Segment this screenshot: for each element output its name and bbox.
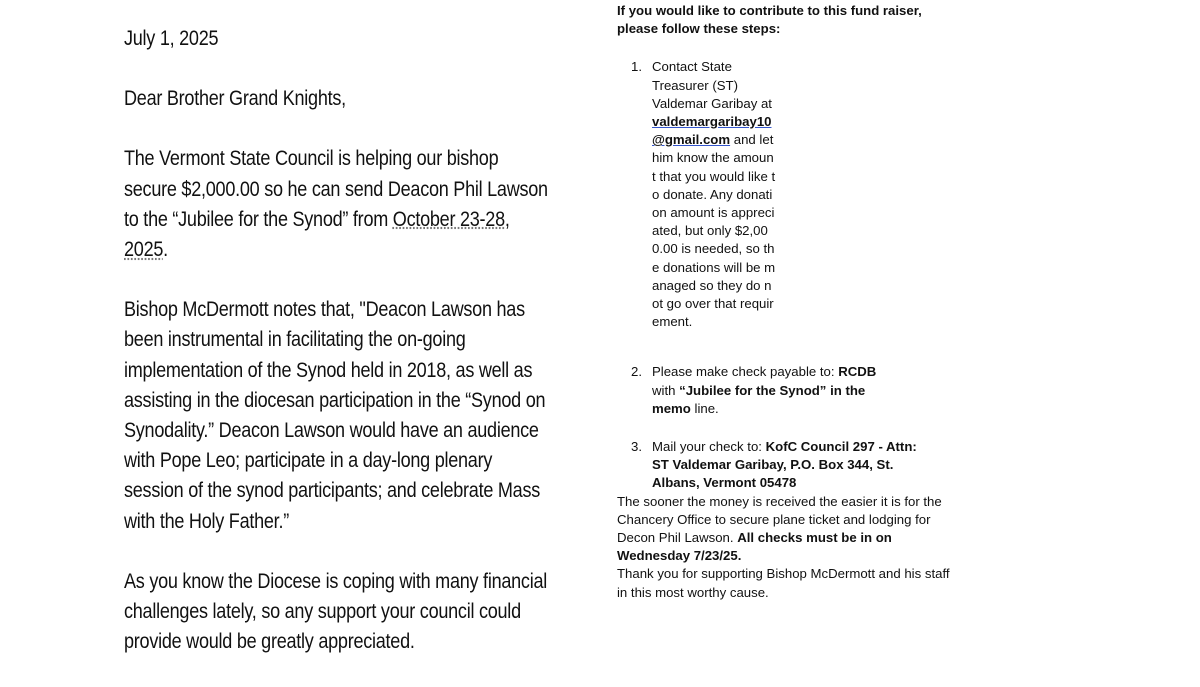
steps-list	[617, 58, 957, 492]
step-number: 1.	[631, 59, 642, 75]
step-contact-treasurer	[617, 58, 777, 331]
step-text-continued: and let him know the amount that you would like to donate. Any donation amount is appreciated, but only $2,000.00 is needed, so the donations will be managed so they do not go over that requirement.	[652, 132, 776, 330]
salutation: Dear Brother Grand Knights,	[124, 87, 346, 111]
paragraph-fundraiser-end: .	[163, 238, 168, 262]
step-text: Mail your check to:	[652, 439, 766, 455]
step-mail-check	[617, 438, 922, 493]
deadline-notice: All checks must be in on Wednesday 7/23/25.	[617, 530, 892, 564]
event-dates: October 23-28, 2025	[124, 207, 510, 262]
letter-date: July 1, 2025	[124, 27, 219, 50]
step-text: Please make check payable to:	[652, 364, 839, 380]
step-number: 3.	[631, 439, 642, 455]
contribution-instructions	[617, 2, 957, 602]
step-text-line: line.	[690, 400, 719, 416]
letter-body	[124, 24, 548, 687]
contribute-intro: If you would like to contribute to this fund raiser, please follow these steps:	[617, 3, 922, 37]
paragraph-fundraiser	[124, 144, 554, 265]
treasurer-email-link[interactable]: valdemargaribay10@gmail.com	[652, 114, 772, 148]
step-text: Contact State Treasurer (ST) Valdemar Garibay at	[652, 59, 772, 111]
payee: RCDB	[838, 364, 877, 380]
paragraph-bishop-quote: Bishop McDermott notes that, "Deacon Lawson has been instrumental in facilitating the on-going implementation of the Synod held in 2018, as well as assisting in the diocesan participation in the “Synod on Synodality.” Deacon Lawson would have an audience with Pope Leo; participate in a day-long plenary session of the synod participants; and celebrate Mass with the Holy Father.”	[124, 298, 546, 533]
mailing-address: KofC Council 297 - Attn: ST Valdemar Garibay, P.O. Box 344, St. Albans, Vermont 05478	[652, 439, 917, 491]
paragraph-fundraiser-text: The Vermont State Council is helping our bishop secure $2,000.00 so he can send Deacon Phil Lawson to the “Jubilee for the Synod” from	[124, 147, 548, 231]
closing-paragraph	[617, 493, 957, 566]
step-check-payable	[617, 363, 892, 418]
closing-text: The sooner the money is received the easier it is for the Chancery Office to secure plane ticket and lodging for Decon Phil Lawson.	[617, 493, 942, 546]
step-text-with: with	[652, 382, 680, 398]
paragraph-support: As you know the Diocese is coping with many financial challenges lately, so any support your council could provide would be greatly appreciated.	[124, 569, 547, 654]
thank-you-note: Thank you for supporting Bishop McDermott and his staff in this most worthy cause.	[617, 566, 950, 600]
memo-text: “Jubilee for the Synod” in the memo	[652, 382, 866, 416]
step-number: 2.	[631, 364, 642, 380]
